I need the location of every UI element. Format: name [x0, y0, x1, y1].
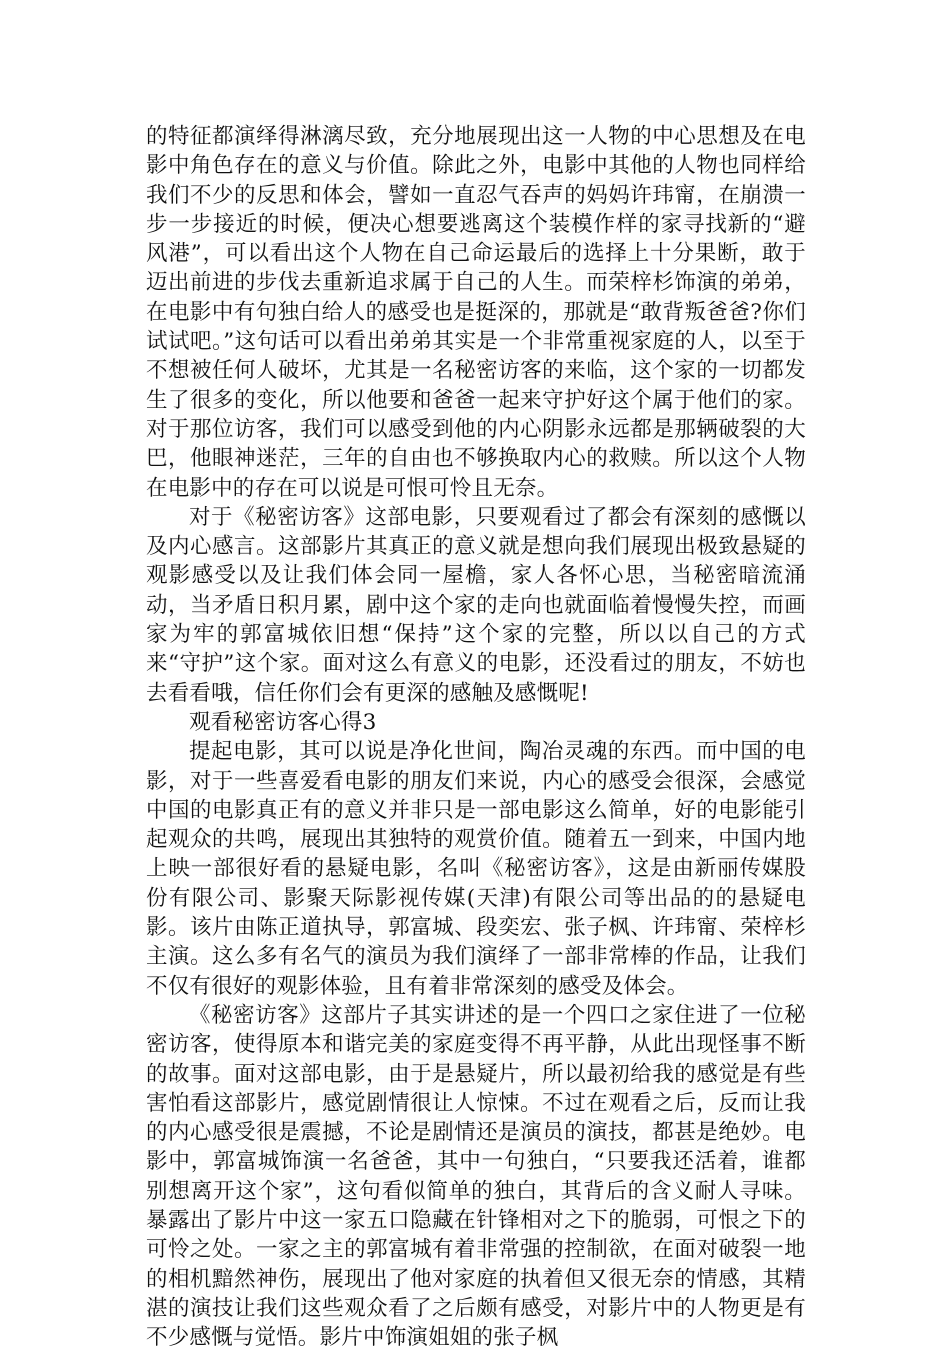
paragraph-review: 《秘密访客》这部片子其实讲述的是一个四口之家住进了一位秘密访客，使得原本和谐完美的家庭变得不再平静，从此出现怪事不断的故事。面对这部电影，由于是悬疑片，所以最初给我的感觉是有些害怕看这部影片，感觉剧情很让人惊悚。不过在观看之后，反而让我的内心感受很是震撼，不论是剧情还是演员的演技，都甚是绝妙。电影中，郭富城饰演一名爸爸，其中一句独白，“只要我还活着，谁都别想离开这个家”，这句看似简单的独白，其背后的含义耐人寻味。暴露出了影片中这一家五口隐藏在针锋相对之下的脆弱，可恨之下的可怜之处。一家之主的郭富城有着非常强的控制欲，在面对破裂一地的相机黯然神伤，展现出了他对家庭的执着但又很无奈的情感，其精湛的演技让我们这些观众看了之后颇有感受，对影片中的人物更是有不少感慨与觉悟。影片中饰演姐姐的张子枫 — [146, 1002, 806, 1351]
section-heading: 观看秘密访客心得3 — [189, 709, 377, 735]
paragraph-intro: 提起电影，其可以说是净化世间，陶冶灵魂的东西。而中国的电影，对于一些喜爱看电影的朋友们来说，内心的感受会很深，会感觉中国的电影真正有的意义并非只是一部电影这么简单，好的电影能引起观众的共鸣，展现出其独特的观赏价值。随着五一到来，中国内地上映一部很好看的悬疑电影，名叫《秘密访客》，这是由新丽传媒股份有限公司、影聚天际影视传媒(天津)有限公司等出品的的悬疑电影。该片由陈正道执导，郭富城、段奕宏、张子枫、许玮甯、荣梓杉主演。这么多有名气的演员为我们演绎了一部非常棒的作品，让我们不仅有很好的观影体验，且有着非常深刻的感受及体会。 — [146, 739, 806, 999]
paragraph-conclusion: 对于《秘密访客》这部电影，只要观看过了都会有深刻的感慨以及内心感言。这部影片其真正的意义就是想向我们展现出极致悬疑的观影感受以及让我们体会同一屋檐，家人各怀心思，当秘密暗流涌动，当矛盾日积月累，剧中这个家的走向也就面临着慢慢失控，而画家为牢的郭富城依旧想“保持”这个家的完整，所以以自己的方式来“守护”这个家。面对这么有意义的电影，还没看过的朋友，不妨也去看看哦，信任你们会有更深的感触及感慨呢! — [146, 504, 806, 706]
document-body — [146, 122, 806, 1352]
paragraph-continued: 的特征都演绎得淋漓尽致，充分地展现出这一人物的中心思想及在电影中角色存在的意义与价值。除此之外，电影中其他的人物也同样给我们不少的反思和体会，譬如一直忍气吞声的妈妈许玮甯，在崩溃一步一步接近的时候，便决心想要逃离这个装模作样的家寻找新的“避风港”，可以看出这个人物在自己命运最后的选择上十分果断，敢于迈出前进的步伐去重新追求属于自己的人生。而荣梓杉饰演的弟弟，在电影中有句独白给人的感受也是挺深的，那就是“敢背叛爸爸?你们试试吧。”这句话可以看出弟弟其实是一个非常重视家庭的人，以至于不想被任何人破坏，尤其是一名秘密访客的来临，这个家的一切都发生了很多的变化，所以他要和爸爸一起来守护好这个属于他们的家。对于那位访客，我们可以感受到他的内心阴影永远都是那辆破裂的大巴，他眼神迷茫，三年的自由也不够换取内心的救赎。所以这个人物在电影中的存在可以说是可恨可怜且无奈。 — [146, 124, 806, 501]
